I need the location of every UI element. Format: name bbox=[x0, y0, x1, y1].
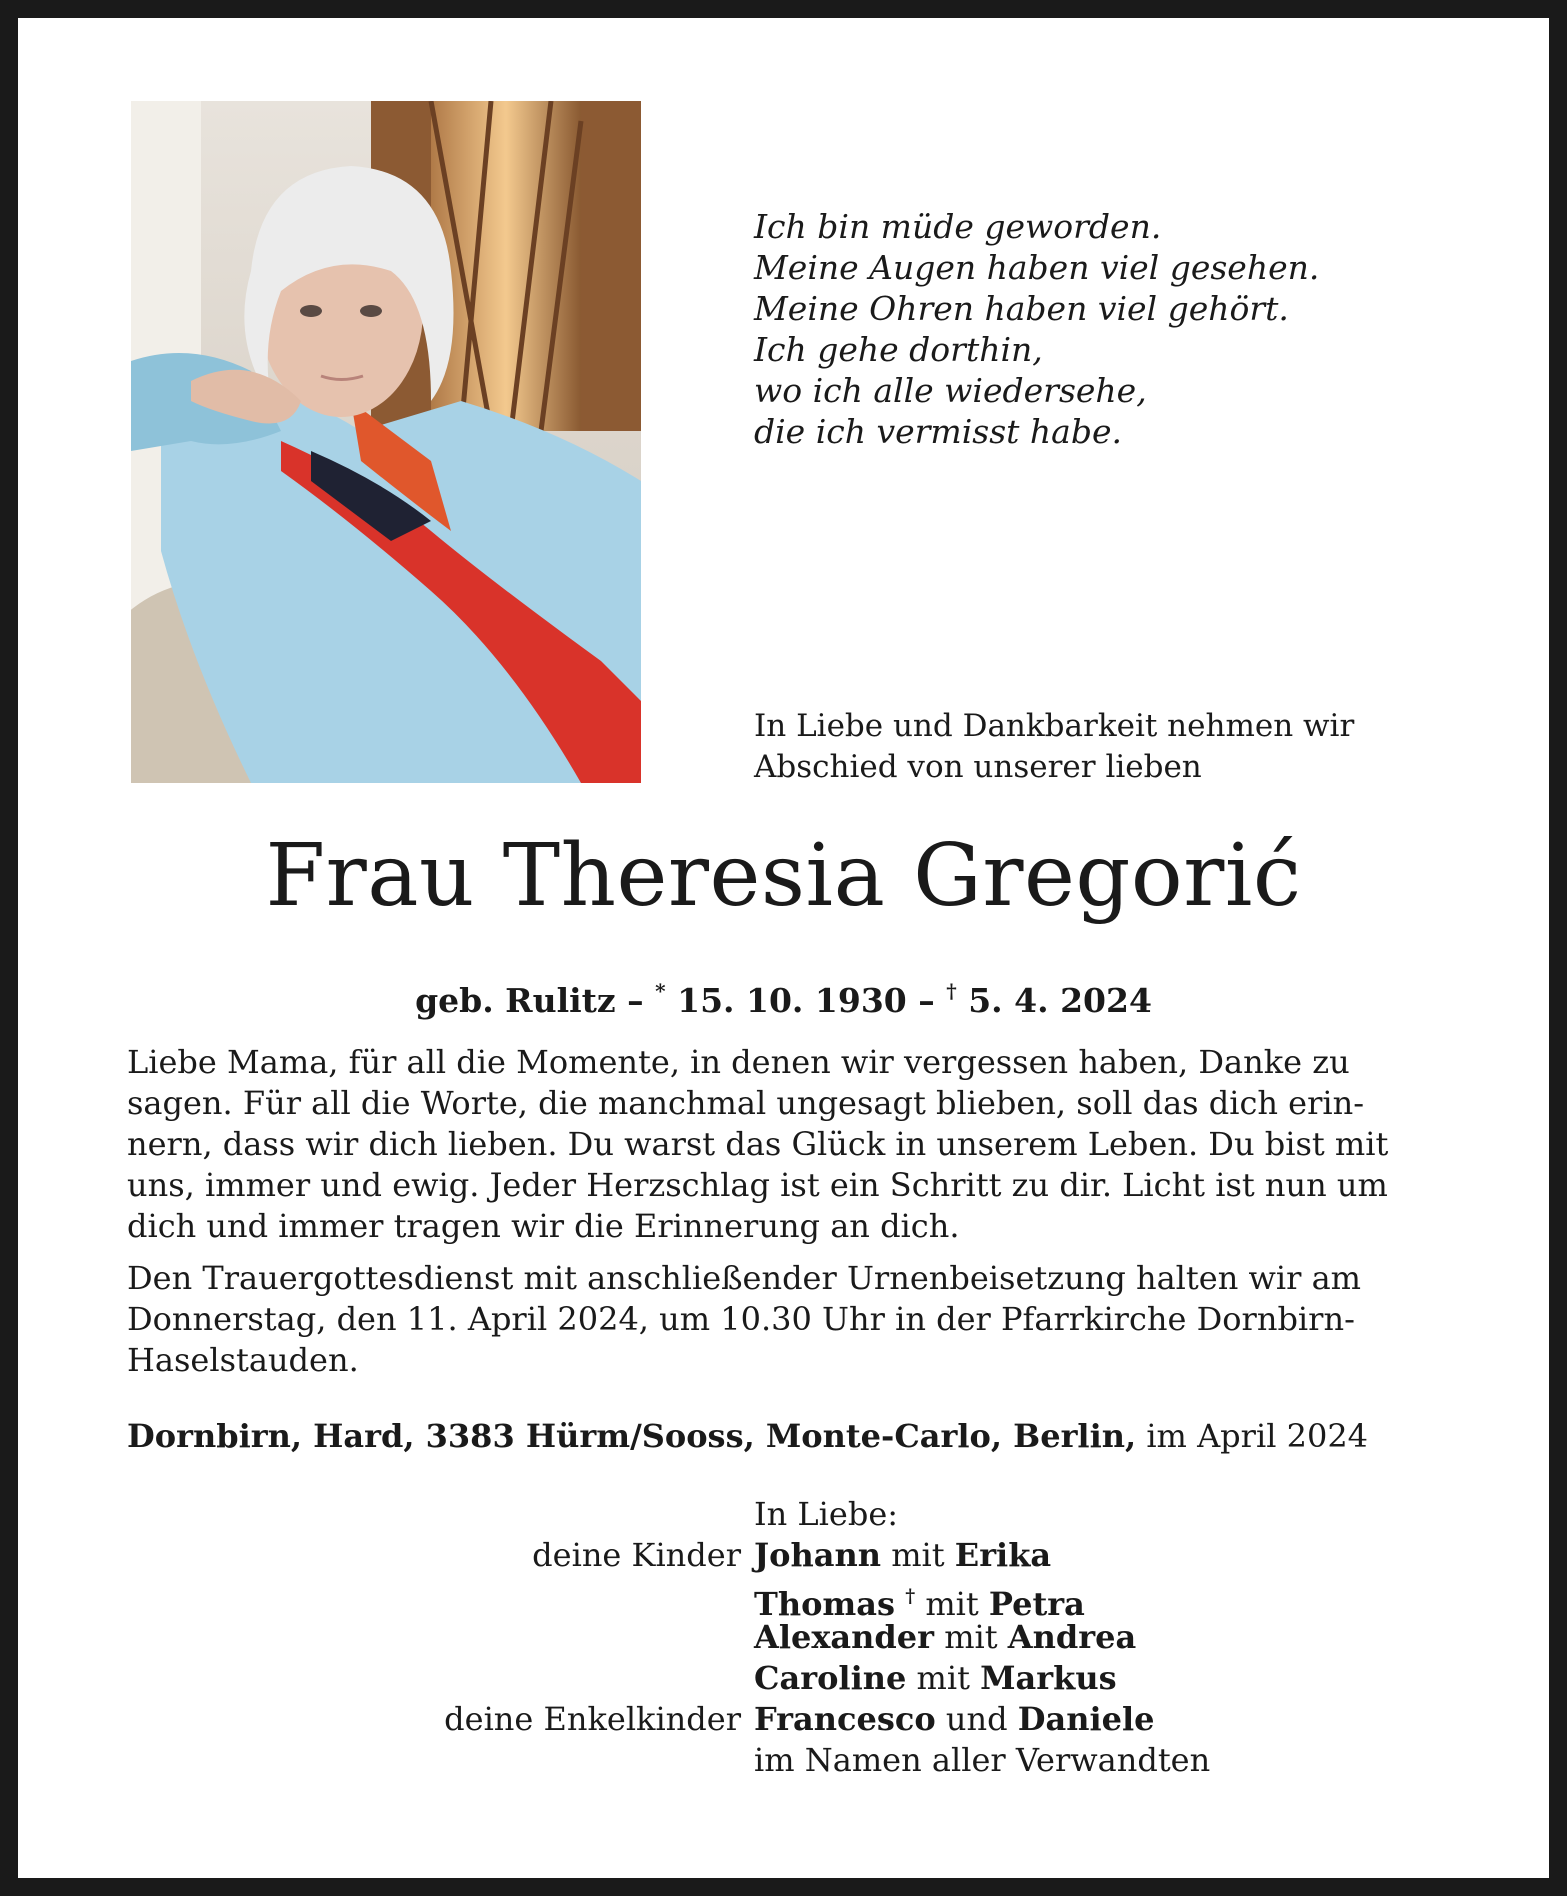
places: Dornbirn, Hard, 3383 Hürm/Sooss, Monte-Carlo, Berlin, bbox=[127, 1417, 1137, 1455]
family-entry bbox=[754, 1699, 1155, 1740]
service-paragraph bbox=[127, 1258, 1467, 1381]
text-line: Den Trauergottesdienst mit anschließender Urnenbeisetzung halten wir am bbox=[127, 1259, 1361, 1297]
poem-line: die ich vermisst habe. bbox=[754, 412, 1122, 451]
portrait-image bbox=[131, 101, 641, 783]
poem-line: Meine Augen haben viel gesehen. bbox=[754, 248, 1320, 287]
family-name: Petra bbox=[988, 1585, 1085, 1623]
text-line: nern, dass wir dich lieben. Du warst das Glück in unserem Leben. Du bist mit bbox=[127, 1125, 1389, 1163]
family-name: Alexander bbox=[754, 1618, 935, 1656]
birth-name: geb. Rulitz bbox=[415, 981, 616, 1020]
place-date: im April 2024 bbox=[1136, 1417, 1369, 1455]
joiner: mit bbox=[881, 1536, 955, 1574]
poem-line: Ich bin müde geworden. bbox=[754, 207, 1162, 246]
deceased-mark: † bbox=[905, 1585, 916, 1607]
text-line: Liebe Mama, für all die Momente, in denen wir vergessen haben, Danke zu bbox=[127, 1043, 1350, 1081]
kinder-label: deine Kinder bbox=[532, 1536, 741, 1574]
family-name: Andrea bbox=[1007, 1618, 1137, 1656]
family-name: Daniele bbox=[1017, 1700, 1155, 1738]
text-line: sagen. Für all die Worte, die manchmal ungesagt blieben, soll das dich erin- bbox=[127, 1084, 1365, 1122]
family-entry bbox=[754, 1535, 1051, 1576]
family-name: Erika bbox=[954, 1536, 1052, 1574]
intro-text bbox=[754, 706, 1474, 788]
poem-line: Meine Ohren haben viel gehört. bbox=[754, 289, 1289, 328]
farewell-paragraph bbox=[127, 1042, 1467, 1247]
dash: – bbox=[615, 981, 656, 1020]
family-row bbox=[18, 1699, 1549, 1740]
family-row bbox=[18, 1740, 1549, 1781]
joiner: mit bbox=[915, 1585, 989, 1623]
dash: – bbox=[906, 981, 947, 1020]
joiner: und bbox=[935, 1700, 1018, 1738]
family-entry bbox=[754, 1658, 1117, 1699]
family-name: Markus bbox=[980, 1659, 1117, 1697]
family-row bbox=[18, 1576, 1549, 1623]
poem-line: Ich gehe dorthin, bbox=[754, 330, 1043, 369]
enkel-label: deine Enkelkinder bbox=[444, 1700, 741, 1738]
family-name: Thomas bbox=[754, 1585, 896, 1623]
deceased-name: Frau Theresia Gregorić bbox=[265, 826, 1302, 926]
place-date-line bbox=[127, 1416, 1467, 1457]
poem-line: wo ich alle wiedersehe, bbox=[754, 371, 1147, 410]
family-name: Francesco bbox=[754, 1700, 936, 1738]
text-line: dich und immer tragen wir die Erinnerung an dich. bbox=[127, 1207, 960, 1245]
obituary-page bbox=[18, 18, 1549, 1878]
family-header-row bbox=[18, 1494, 1549, 1535]
family-entry bbox=[754, 1617, 1136, 1658]
text-line: Donnerstag, den 11. April 2024, um 10.30 Uhr in der Pfarrkirche Dornbirn- bbox=[127, 1300, 1355, 1338]
text-line: Haselstauden. bbox=[127, 1341, 359, 1379]
poem bbox=[754, 206, 1454, 452]
family-name: Caroline bbox=[754, 1659, 907, 1697]
joiner: mit bbox=[934, 1618, 1008, 1656]
in-liebe: In Liebe: bbox=[754, 1495, 899, 1533]
portrait-photo bbox=[131, 101, 641, 783]
intro-line: In Liebe und Dankbarkeit nehmen wir bbox=[754, 708, 1355, 744]
text-line: uns, immer und ewig. Jeder Herzschlag ist ein Schritt zu dir. Licht ist nun um bbox=[127, 1166, 1388, 1204]
joiner: mit bbox=[906, 1659, 981, 1697]
closing-line: im Namen aller Verwandten bbox=[754, 1741, 1211, 1779]
family-row bbox=[18, 1535, 1549, 1576]
death-date: 5. 4. 2024 bbox=[956, 981, 1152, 1020]
birth-symbol: * bbox=[655, 979, 666, 1003]
family-list bbox=[18, 1494, 1549, 1781]
birth-date: 15. 10. 1930 bbox=[665, 981, 907, 1020]
intro-line: Abschied von unserer lieben bbox=[754, 749, 1202, 785]
family-name: Johann bbox=[754, 1536, 882, 1574]
family-row bbox=[18, 1617, 1549, 1658]
life-dates bbox=[18, 970, 1549, 1022]
death-symbol: † bbox=[946, 979, 957, 1003]
family-row bbox=[18, 1658, 1549, 1699]
